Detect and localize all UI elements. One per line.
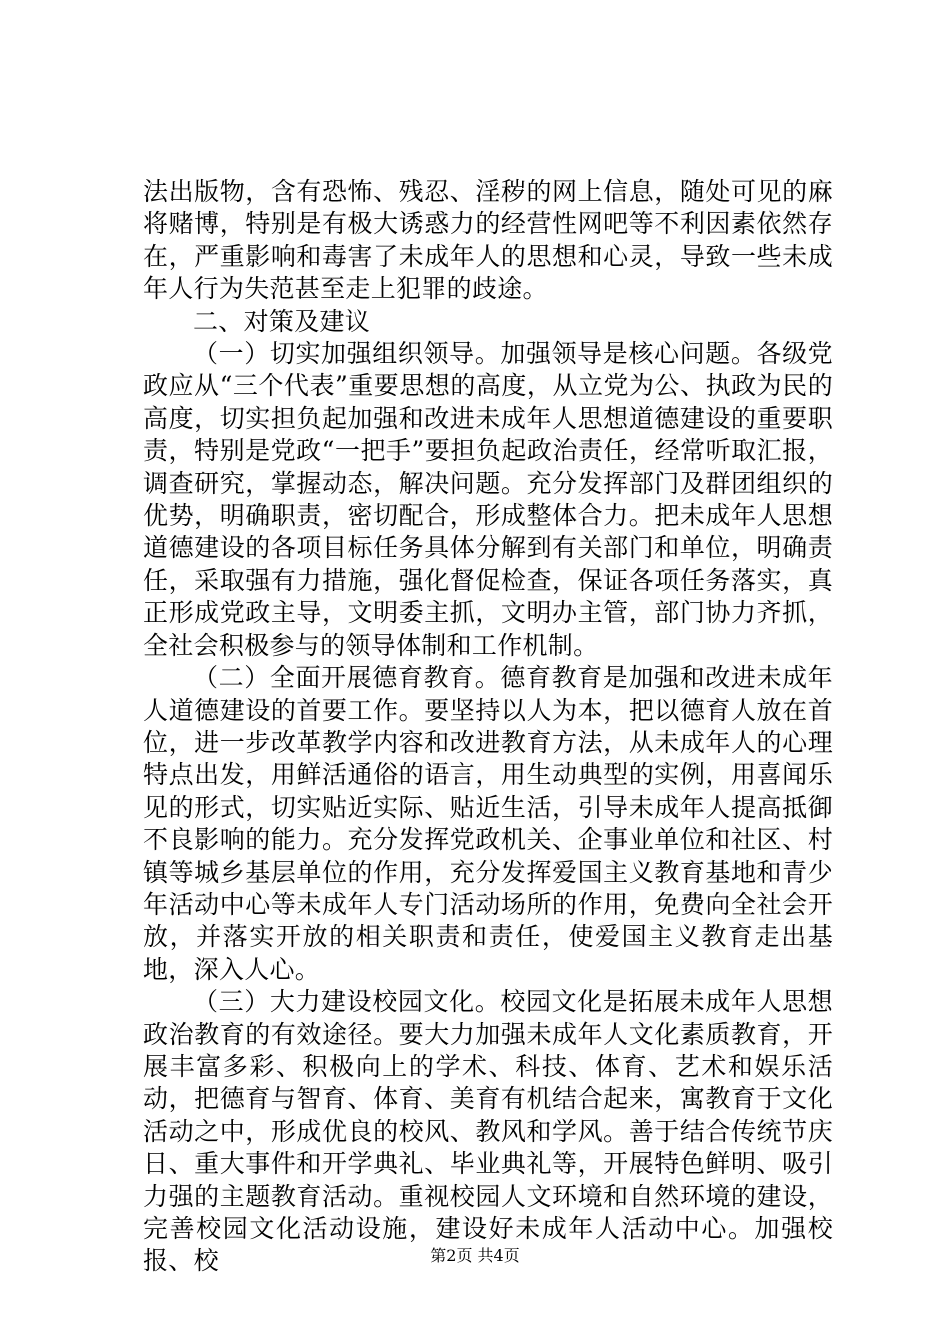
paragraph-leadership: （一）切实加强组织领导。加强领导是核心问题。各级党政应从“三个代表”重要思想的高度，从立党为公、执政为民的高度，切实担负起加强和改进未成年人思想道德建设的重要职责，特别是党政“一把手”要担负起政治责任，经常听取汇报，调查研究，掌握动态，解决问题。充分发挥部门及群团组织的优势，明确职责，密切配合，形成整体合力。把未成年人思想道德建设的各项目标任务具体分解到有关部门和单位，明确责任，采取强有力措施，强化督促检查，保证各项任务落实，真正形成党政主导，文明委主抓，文明办主管，部门协力齐抓，全社会积极参与的领导体制和工作机制。 [143, 339, 833, 660]
document-body [143, 176, 833, 1278]
paragraph-continuation: 法出版物，含有恐怖、残忍、淫秽的网上信息，随处可见的麻将赌博，特别是有极大诱惑力的经营性网吧等不利因素依然存在，严重影响和毒害了未成年人的思想和心灵，导致一些未成年人行为失范甚至走上犯罪的歧途。 [143, 177, 833, 304]
section-heading: 二、对策及建议 [193, 306, 371, 336]
page-number-footer: 第2页 共4页 [430, 1246, 520, 1265]
paragraph-campus-culture: （三）大力建设校园文化。校园文化是拓展未成年人思想政治教育的有效途径。要大力加强未成年人文化素质教育，开展丰富多彩、积极向上的学术、科技、体育、艺术和娱乐活动，把德育与智育、体育、美育有机结合起来，寓教育于文化活动之中，形成优良的校风、教风和学风。善于结合传统节庆日、重大事件和开学典礼、毕业典礼等，开展特色鲜明、吸引力强的主题教育活动。重视校园人文环境和自然环境的建设，完善校园文化活动设施，建设好未成年人活动中心。加强校报、校 [143, 987, 833, 1276]
paragraph-moral-education: （二）全面开展德育教育。德育教育是加强和改进未成年人道德建设的首要工作。要坚持以人为本，把以德育人放在首位，进一步改革教学内容和改进教育方法，从未成年人的心理特点出发，用鲜活通俗的语言，用生动典型的实例，用喜闻乐见的形式，切实贴近实际、贴近生活，引导未成年人提高抵御不良影响的能力。充分发挥党政机关、企事业单位和社区、村镇等城乡基层单位的作用，充分发挥爱国主义教育基地和青少年活动中心等未成年人专门活动场所的作用，免费向全社会开放，并落实开放的相关职责和责任，使爱国主义教育走出基地，深入人心。 [143, 663, 833, 984]
